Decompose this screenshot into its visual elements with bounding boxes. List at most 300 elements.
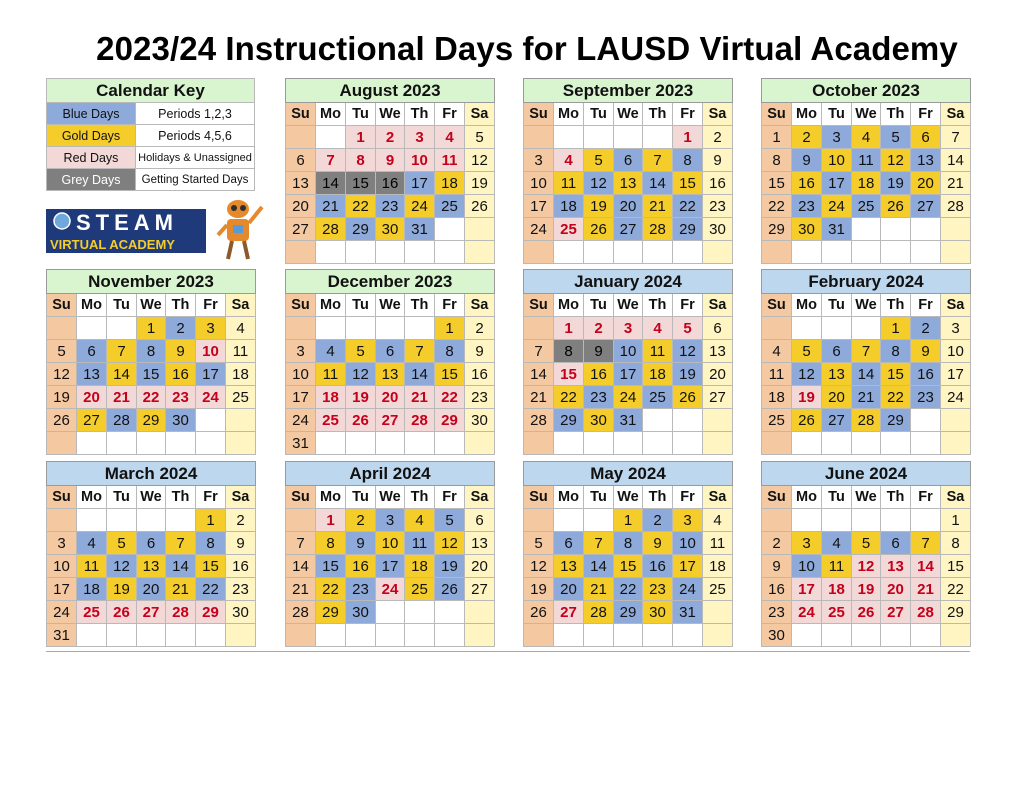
day-cell: 11	[554, 172, 584, 195]
day-cell: 11	[435, 149, 465, 172]
day-cell: 15	[673, 172, 703, 195]
weekday-header: Su	[286, 103, 316, 126]
weekday-header: Tu	[822, 103, 852, 126]
day-cell: 18	[554, 195, 584, 218]
weekday-header: Sa	[465, 103, 495, 126]
day-cell: 16	[911, 363, 941, 386]
day-cell: 9	[762, 555, 792, 578]
day-cell	[941, 624, 971, 647]
day-cell: 14	[911, 555, 941, 578]
day-cell: 10	[47, 555, 77, 578]
day-cell: 16	[584, 363, 614, 386]
day-cell	[703, 432, 733, 455]
day-cell: 2	[911, 317, 941, 340]
day-cell: 30	[643, 601, 673, 624]
day-cell	[405, 624, 435, 647]
day-cell: 2	[166, 317, 196, 340]
day-cell: 1	[673, 126, 703, 149]
day-cell: 4	[643, 317, 673, 340]
day-cell	[852, 509, 881, 532]
month-title: May 2024	[524, 462, 733, 486]
weekday-header: Sa	[703, 103, 733, 126]
weekday-header: Th	[881, 103, 911, 126]
key-red-desc: Holidays & Unassigned	[136, 147, 255, 169]
day-cell: 18	[435, 172, 465, 195]
day-cell: 26	[47, 409, 77, 432]
day-cell: 19	[881, 172, 911, 195]
month-title: August 2023	[286, 79, 495, 103]
day-cell: 28	[286, 601, 316, 624]
month-calendar	[285, 269, 495, 455]
day-cell: 8	[435, 340, 465, 363]
day-cell	[376, 241, 405, 264]
day-cell: 24	[822, 195, 852, 218]
day-cell	[465, 432, 495, 455]
day-cell: 10	[792, 555, 822, 578]
day-cell: 15	[614, 555, 643, 578]
day-cell	[226, 409, 256, 432]
day-cell: 16	[226, 555, 256, 578]
weekday-header: We	[376, 294, 405, 317]
day-cell: 19	[673, 363, 703, 386]
day-cell: 19	[584, 195, 614, 218]
day-cell: 17	[822, 172, 852, 195]
day-cell: 28	[852, 409, 881, 432]
day-cell: 18	[703, 555, 733, 578]
day-cell: 15	[346, 172, 376, 195]
day-cell: 26	[852, 601, 881, 624]
day-cell: 24	[286, 409, 316, 432]
day-cell: 22	[137, 386, 166, 409]
day-cell	[405, 601, 435, 624]
month-title: April 2024	[286, 462, 495, 486]
weekday-header: Th	[405, 486, 435, 509]
day-cell: 31	[47, 624, 77, 647]
day-cell: 26	[792, 409, 822, 432]
day-cell: 10	[822, 149, 852, 172]
day-cell	[852, 241, 881, 264]
robot-icon	[218, 200, 262, 259]
day-cell: 10	[376, 532, 405, 555]
month-calendar	[761, 78, 971, 264]
weekday-header: Su	[762, 294, 792, 317]
day-cell	[376, 624, 405, 647]
day-cell: 8	[673, 149, 703, 172]
day-cell: 6	[911, 126, 941, 149]
day-cell	[137, 509, 166, 532]
key-blue-desc: Periods 1,2,3	[136, 103, 255, 125]
day-cell: 10	[286, 363, 316, 386]
weekday-header: Mo	[316, 103, 346, 126]
day-cell: 14	[286, 555, 316, 578]
day-cell: 25	[852, 195, 881, 218]
day-cell: 12	[852, 555, 881, 578]
day-cell: 25	[405, 578, 435, 601]
day-cell: 17	[792, 578, 822, 601]
day-cell: 20	[376, 386, 405, 409]
day-cell	[376, 432, 405, 455]
weekday-header: Mo	[792, 486, 822, 509]
weekday-header: Fr	[196, 294, 226, 317]
day-cell: 23	[584, 386, 614, 409]
day-cell	[554, 624, 584, 647]
day-cell: 13	[554, 555, 584, 578]
day-cell: 18	[405, 555, 435, 578]
day-cell: 26	[107, 601, 137, 624]
day-cell: 25	[643, 386, 673, 409]
day-cell	[316, 317, 346, 340]
day-cell	[584, 432, 614, 455]
day-cell: 27	[614, 218, 643, 241]
day-cell: 20	[77, 386, 107, 409]
key-gold-desc: Periods 4,5,6	[136, 125, 255, 147]
day-cell: 30	[166, 409, 196, 432]
month-title: November 2023	[47, 270, 256, 294]
weekday-header: Th	[166, 486, 196, 509]
day-cell: 14	[584, 555, 614, 578]
day-cell: 13	[614, 172, 643, 195]
day-cell: 23	[465, 386, 495, 409]
day-cell: 23	[762, 601, 792, 624]
day-cell: 23	[346, 578, 376, 601]
day-cell: 1	[614, 509, 643, 532]
day-cell: 4	[316, 340, 346, 363]
day-cell: 27	[881, 601, 911, 624]
day-cell: 22	[554, 386, 584, 409]
day-cell: 27	[137, 601, 166, 624]
day-cell: 4	[822, 532, 852, 555]
day-cell	[614, 432, 643, 455]
day-cell: 1	[196, 509, 226, 532]
day-cell: 9	[792, 149, 822, 172]
page-title: 2023/24 Instructional Days for LAUSD Virtual Academy	[96, 30, 958, 67]
day-cell	[941, 432, 971, 455]
day-cell: 28	[643, 218, 673, 241]
weekday-header: Tu	[346, 103, 376, 126]
day-cell: 10	[524, 172, 554, 195]
day-cell	[792, 241, 822, 264]
weekday-header: We	[852, 294, 881, 317]
day-cell: 12	[584, 172, 614, 195]
weekday-header: Mo	[554, 294, 584, 317]
day-cell: 5	[673, 317, 703, 340]
day-cell: 3	[405, 126, 435, 149]
day-cell: 5	[107, 532, 137, 555]
weekday-header: Th	[643, 103, 673, 126]
day-cell: 10	[196, 340, 226, 363]
day-cell: 1	[137, 317, 166, 340]
day-cell	[822, 432, 852, 455]
day-cell	[77, 509, 107, 532]
day-cell: 18	[822, 578, 852, 601]
calendar-key	[46, 78, 255, 191]
day-cell: 16	[762, 578, 792, 601]
day-cell: 18	[316, 386, 346, 409]
day-cell: 8	[316, 532, 346, 555]
day-cell: 5	[435, 509, 465, 532]
day-cell	[286, 624, 316, 647]
day-cell	[286, 241, 316, 264]
day-cell: 31	[405, 218, 435, 241]
day-cell	[226, 432, 256, 455]
day-cell: 21	[643, 195, 673, 218]
day-cell: 23	[792, 195, 822, 218]
day-cell	[703, 409, 733, 432]
day-cell: 22	[346, 195, 376, 218]
day-cell	[911, 624, 941, 647]
weekday-header: Fr	[911, 486, 941, 509]
day-cell	[435, 241, 465, 264]
month-calendar	[523, 461, 733, 647]
weekday-header: Mo	[554, 103, 584, 126]
day-cell	[346, 241, 376, 264]
day-cell: 5	[852, 532, 881, 555]
day-cell: 4	[554, 149, 584, 172]
day-cell	[614, 241, 643, 264]
day-cell	[911, 509, 941, 532]
day-cell: 14	[524, 363, 554, 386]
day-cell	[881, 509, 911, 532]
day-cell: 12	[673, 340, 703, 363]
day-cell	[792, 624, 822, 647]
day-cell	[405, 432, 435, 455]
weekday-header: Fr	[673, 103, 703, 126]
day-cell	[941, 409, 971, 432]
weekday-header: Su	[524, 486, 554, 509]
month-title: January 2024	[524, 270, 733, 294]
day-cell: 22	[673, 195, 703, 218]
day-cell: 11	[852, 149, 881, 172]
day-cell	[584, 624, 614, 647]
day-cell	[316, 241, 346, 264]
day-cell	[673, 241, 703, 264]
day-cell: 3	[614, 317, 643, 340]
day-cell: 28	[941, 195, 971, 218]
day-cell	[792, 317, 822, 340]
day-cell: 5	[881, 126, 911, 149]
day-cell: 5	[792, 340, 822, 363]
weekday-header: Su	[286, 294, 316, 317]
day-cell: 6	[822, 340, 852, 363]
day-cell: 3	[792, 532, 822, 555]
day-cell: 21	[524, 386, 554, 409]
day-cell: 29	[881, 409, 911, 432]
day-cell: 20	[822, 386, 852, 409]
day-cell: 22	[881, 386, 911, 409]
day-cell	[554, 432, 584, 455]
weekday-header: We	[137, 486, 166, 509]
day-cell: 19	[524, 578, 554, 601]
day-cell: 11	[405, 532, 435, 555]
day-cell	[643, 432, 673, 455]
day-cell: 29	[673, 218, 703, 241]
day-cell: 4	[852, 126, 881, 149]
weekday-header: Tu	[584, 486, 614, 509]
day-cell: 7	[166, 532, 196, 555]
day-cell: 28	[524, 409, 554, 432]
day-cell: 19	[852, 578, 881, 601]
day-cell: 30	[792, 218, 822, 241]
day-cell: 3	[376, 509, 405, 532]
weekday-header: Su	[762, 486, 792, 509]
day-cell	[852, 432, 881, 455]
day-cell: 27	[376, 409, 405, 432]
day-cell	[465, 601, 495, 624]
day-cell: 11	[226, 340, 256, 363]
day-cell: 13	[137, 555, 166, 578]
weekday-header: Fr	[435, 103, 465, 126]
day-cell: 9	[465, 340, 495, 363]
day-cell: 13	[77, 363, 107, 386]
day-cell	[614, 624, 643, 647]
day-cell: 16	[643, 555, 673, 578]
day-cell: 20	[137, 578, 166, 601]
day-cell	[465, 624, 495, 647]
day-cell	[554, 241, 584, 264]
day-cell: 22	[762, 195, 792, 218]
bottom-divider	[46, 651, 970, 652]
day-cell	[137, 432, 166, 455]
day-cell: 1	[554, 317, 584, 340]
day-cell: 29	[137, 409, 166, 432]
day-cell	[911, 432, 941, 455]
logo-steam-text: STEAM	[76, 210, 178, 235]
day-cell: 26	[881, 195, 911, 218]
day-cell	[166, 509, 196, 532]
day-cell: 14	[941, 149, 971, 172]
weekday-header: Sa	[941, 294, 971, 317]
day-cell	[107, 317, 137, 340]
key-red-label: Red Days	[47, 147, 136, 169]
day-cell: 20	[881, 578, 911, 601]
day-cell: 21	[166, 578, 196, 601]
day-cell: 18	[762, 386, 792, 409]
day-cell: 17	[673, 555, 703, 578]
day-cell: 12	[435, 532, 465, 555]
weekday-header: Mo	[316, 486, 346, 509]
day-cell: 29	[941, 601, 971, 624]
weekday-header: Su	[286, 486, 316, 509]
day-cell: 27	[77, 409, 107, 432]
day-cell	[346, 317, 376, 340]
day-cell	[554, 509, 584, 532]
day-cell	[524, 317, 554, 340]
day-cell: 11	[822, 555, 852, 578]
day-cell	[316, 432, 346, 455]
day-cell: 13	[911, 149, 941, 172]
weekday-header: Tu	[822, 486, 852, 509]
day-cell	[584, 241, 614, 264]
day-cell	[822, 624, 852, 647]
steam-logo	[46, 197, 268, 265]
day-cell	[107, 432, 137, 455]
weekday-header: Tu	[346, 486, 376, 509]
day-cell: 9	[226, 532, 256, 555]
day-cell: 28	[166, 601, 196, 624]
day-cell: 28	[316, 218, 346, 241]
weekday-header: Sa	[703, 486, 733, 509]
day-cell: 4	[405, 509, 435, 532]
day-cell	[643, 624, 673, 647]
day-cell: 24	[673, 578, 703, 601]
day-cell: 22	[435, 386, 465, 409]
day-cell	[47, 317, 77, 340]
day-cell: 8	[762, 149, 792, 172]
weekday-header: Sa	[941, 486, 971, 509]
day-cell: 31	[286, 432, 316, 455]
day-cell	[435, 218, 465, 241]
day-cell: 8	[346, 149, 376, 172]
calendar-key-title: Calendar Key	[47, 79, 255, 103]
weekday-header: We	[614, 294, 643, 317]
weekday-header: Sa	[465, 294, 495, 317]
day-cell: 5	[584, 149, 614, 172]
day-cell: 7	[286, 532, 316, 555]
day-cell	[911, 409, 941, 432]
day-cell: 9	[703, 149, 733, 172]
day-cell: 24	[376, 578, 405, 601]
day-cell: 8	[554, 340, 584, 363]
day-cell	[762, 317, 792, 340]
day-cell: 28	[911, 601, 941, 624]
day-cell: 2	[376, 126, 405, 149]
day-cell	[881, 624, 911, 647]
weekday-header: Fr	[911, 103, 941, 126]
day-cell: 25	[226, 386, 256, 409]
day-cell	[881, 432, 911, 455]
day-cell: 6	[77, 340, 107, 363]
weekday-header: We	[852, 486, 881, 509]
weekday-header: Fr	[435, 294, 465, 317]
day-cell: 10	[614, 340, 643, 363]
day-cell: 19	[107, 578, 137, 601]
day-cell	[77, 317, 107, 340]
weekday-header: Th	[405, 294, 435, 317]
day-cell	[286, 317, 316, 340]
day-cell: 7	[405, 340, 435, 363]
day-cell: 28	[405, 409, 435, 432]
day-cell: 19	[435, 555, 465, 578]
day-cell: 9	[911, 340, 941, 363]
day-cell: 10	[405, 149, 435, 172]
day-cell	[762, 432, 792, 455]
day-cell: 19	[465, 172, 495, 195]
day-cell: 7	[643, 149, 673, 172]
day-cell: 14	[405, 363, 435, 386]
day-cell: 17	[47, 578, 77, 601]
day-cell	[196, 409, 226, 432]
day-cell: 17	[286, 386, 316, 409]
logo-academy-text: VIRTUAL ACADEMY	[50, 237, 175, 252]
day-cell: 16	[703, 172, 733, 195]
month-calendar	[523, 269, 733, 455]
day-cell: 30	[762, 624, 792, 647]
day-cell: 15	[881, 363, 911, 386]
day-cell: 13	[376, 363, 405, 386]
weekday-header: Mo	[316, 294, 346, 317]
day-cell: 30	[376, 218, 405, 241]
weekday-header: Tu	[584, 294, 614, 317]
day-cell	[911, 218, 941, 241]
day-cell: 19	[346, 386, 376, 409]
day-cell: 9	[346, 532, 376, 555]
day-cell	[77, 432, 107, 455]
day-cell: 23	[911, 386, 941, 409]
day-cell: 19	[47, 386, 77, 409]
day-cell: 2	[643, 509, 673, 532]
weekday-header: Su	[762, 103, 792, 126]
month-calendar	[523, 78, 733, 264]
